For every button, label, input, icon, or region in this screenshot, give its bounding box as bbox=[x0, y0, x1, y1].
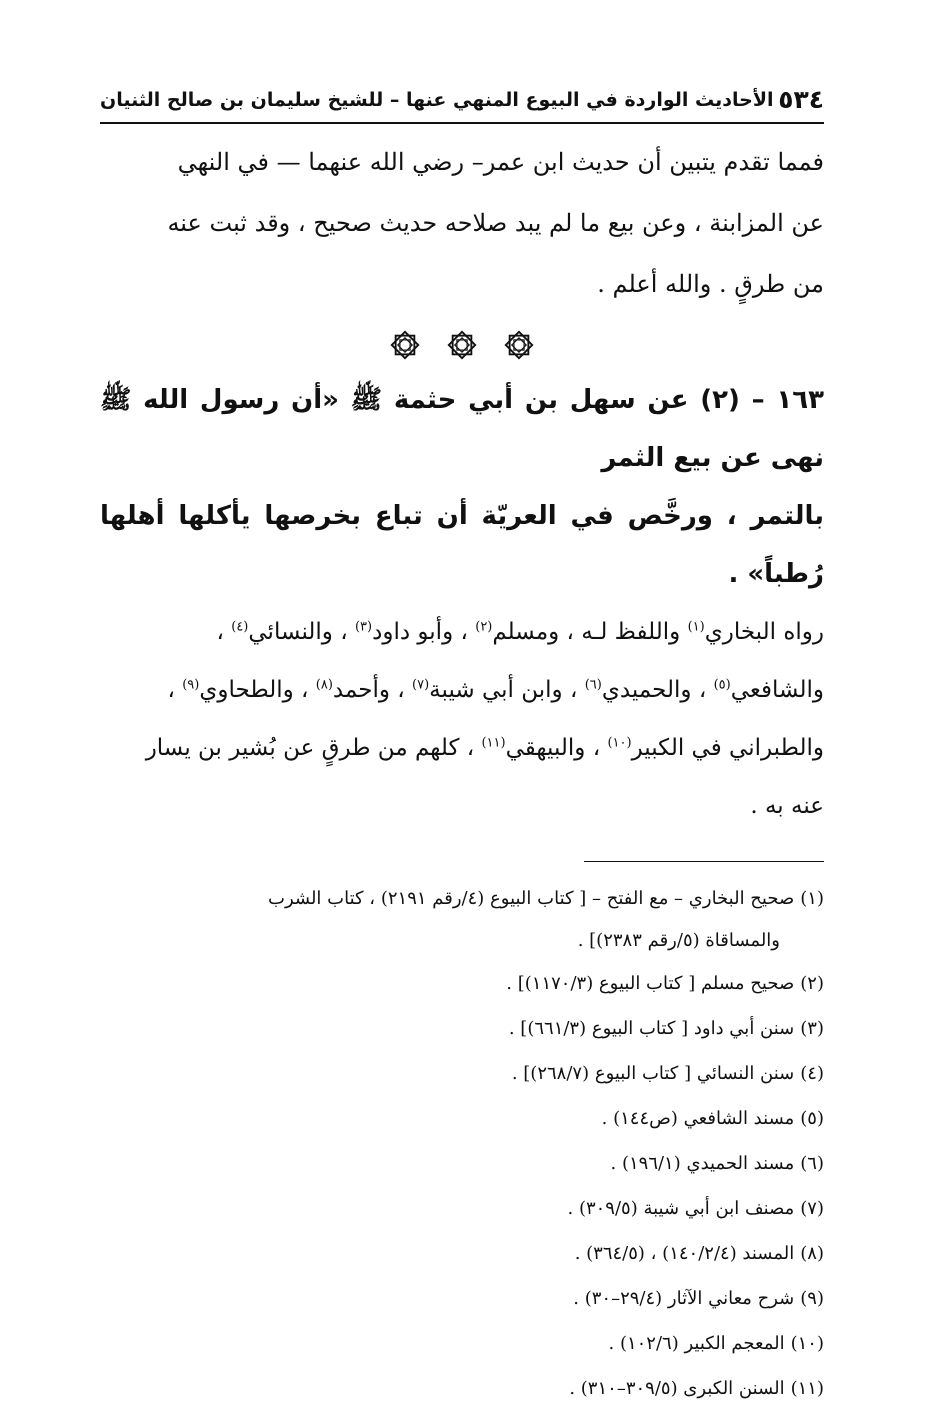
footnote-label: (١١) bbox=[790, 1378, 824, 1399]
footnote-label: (٦) bbox=[800, 1153, 824, 1174]
intro-line: عن المزابنة ، وعن بيع ما لم يبد صلاحه حديث صحيح ، وقد ثبت عنه bbox=[167, 209, 824, 237]
hadith-text bbox=[100, 371, 824, 603]
footnote-label: (٩) bbox=[800, 1288, 824, 1309]
footnote-item bbox=[100, 1096, 824, 1141]
footnote-text: سنن أبي داود [ كتاب البيوع (٦٦١/٣)] . bbox=[508, 1018, 795, 1039]
narration-text: ، كلهم من طرقٍ عن بُشير بن يسار bbox=[145, 735, 482, 761]
narration-text: واللفظ لـه ، ومسلم bbox=[492, 619, 688, 645]
eight-point-star-icon bbox=[502, 328, 536, 362]
footnote-item bbox=[100, 1231, 824, 1276]
footnote-label: (٢) bbox=[800, 973, 824, 994]
narration-text: ، وأحمد bbox=[332, 677, 413, 703]
footnote-item bbox=[100, 1051, 824, 1096]
narration-text: ، والنسائي bbox=[248, 619, 355, 645]
footnote-marker[interactable]: (٢) bbox=[475, 619, 493, 635]
footnote-marker[interactable]: (٧) bbox=[412, 677, 430, 693]
page-number: ٥٣٤ bbox=[778, 85, 824, 114]
footnote-text: شرح معاني الآثار (٢٩/٤–٣٠) . bbox=[573, 1288, 795, 1309]
narration-line bbox=[100, 719, 824, 777]
footnote-marker[interactable]: (١١) bbox=[481, 735, 506, 751]
running-header bbox=[100, 78, 824, 124]
footnote-marker[interactable]: (٤) bbox=[231, 619, 249, 635]
footnote-text: مصنف ابن أبي شيبة (٣٠٩/٥) . bbox=[567, 1198, 795, 1219]
footnotes-list bbox=[100, 876, 824, 1411]
footnote-item bbox=[100, 1276, 824, 1321]
footnote-item bbox=[100, 1321, 824, 1366]
narration-text: ، والبيهقي bbox=[505, 735, 608, 761]
footnote-text: صحيح مسلم [ كتاب البيوع (١١٧٠/٣)] . bbox=[506, 973, 795, 994]
narration-paragraph bbox=[100, 603, 824, 835]
footnote-label: (١٠) bbox=[790, 1333, 824, 1354]
footnote-marker[interactable]: (٥) bbox=[713, 677, 731, 693]
footnote-item bbox=[100, 1366, 824, 1411]
footnote-label: (٤) bbox=[800, 1063, 824, 1084]
eight-point-star-icon bbox=[388, 328, 422, 362]
book-page bbox=[100, 78, 824, 1411]
footnote-label: (٧) bbox=[800, 1198, 824, 1219]
running-title: الأحاديث الواردة في البيوع المنهي عنها – للشيخ سليمان بن صالح الثنيان bbox=[100, 89, 774, 111]
footnote-label: (١) bbox=[800, 888, 824, 909]
section-divider-ornaments bbox=[100, 319, 824, 369]
footnote-item bbox=[100, 961, 824, 1006]
narration-text: ، bbox=[167, 677, 183, 703]
footnote-text: سنن النسائي [ كتاب البيوع (٢٦٨/٧)] . bbox=[511, 1063, 795, 1084]
narration-text: ، والحميدي bbox=[601, 677, 714, 703]
footnote-text: المسند (١٤٠/٢/٤) ، (٣٦٤/٥) . bbox=[574, 1243, 795, 1264]
footnote-marker[interactable]: (٩) bbox=[182, 677, 200, 693]
narration-line bbox=[100, 603, 824, 661]
footnote-item bbox=[100, 876, 824, 921]
footnote-label: (٥) bbox=[800, 1108, 824, 1129]
footnote-item bbox=[100, 1141, 824, 1186]
narration-text: ، وابن أبي شيبة bbox=[429, 677, 585, 703]
footnote-marker[interactable]: (٦) bbox=[584, 677, 602, 693]
intro-paragraph bbox=[100, 132, 824, 315]
footnote-text: مسند الحميدي (١٩٦/١) . bbox=[610, 1153, 795, 1174]
narration-text: والطبراني في الكبير bbox=[631, 735, 824, 761]
footnote-marker[interactable]: (١٠) bbox=[607, 735, 632, 751]
narration-line: عنه به . bbox=[750, 793, 824, 819]
eight-point-star-icon bbox=[445, 328, 479, 362]
footnote-label: (٣) bbox=[800, 1018, 824, 1039]
footnote-separator bbox=[584, 861, 824, 862]
narration-text: ، والطحاوي bbox=[199, 677, 316, 703]
narration-text: رواه البخاري bbox=[704, 619, 824, 645]
narration-text: ، وأبو داود bbox=[372, 619, 476, 645]
narration-text: والشافعي bbox=[730, 677, 824, 703]
footnote-marker[interactable]: (٨) bbox=[315, 677, 333, 693]
footnote-item bbox=[100, 1006, 824, 1051]
hadith-line: بالتمر ، ورخَّص في العريّة أن تباع بخرصها يأكلها أهلها رُطباً» . bbox=[100, 501, 824, 589]
intro-line: من طرقٍ . والله أعلم . bbox=[597, 270, 824, 298]
footnote-text: المعجم الكبير (١٠٢/٦) . bbox=[608, 1333, 785, 1354]
footnote-text: مسند الشافعي (ص١٤٤) . bbox=[601, 1108, 795, 1129]
footnote-continuation: والمساقاة (٥/رقم ٢٣٨٣)] . bbox=[577, 930, 780, 951]
footnote-marker[interactable]: (٣) bbox=[354, 619, 373, 635]
hadith-line: ١٦٣ – (٢) عن سهل بن أبي حثمة ﷺ «أن رسول الله ﷺ نهى عن بيع الثمر bbox=[100, 385, 824, 473]
footnote-item bbox=[100, 1186, 824, 1231]
footnote-marker[interactable]: (١) bbox=[687, 619, 705, 635]
footnote-label: (٨) bbox=[800, 1243, 824, 1264]
footnote-text: السنن الكبرى (٣٠٩/٥–٣١٠) . bbox=[569, 1378, 785, 1399]
narration-line bbox=[100, 661, 824, 719]
narration-text: ، bbox=[216, 619, 232, 645]
intro-line: فمما تقدم يتبين أن حديث ابن عمر– رضي الله عنهما — في النهي bbox=[177, 148, 824, 176]
footnote-text: صحيح البخاري – مع الفتح – [ كتاب البيوع (٤/رقم ٢١٩١) ، كتاب الشرب bbox=[268, 888, 795, 909]
